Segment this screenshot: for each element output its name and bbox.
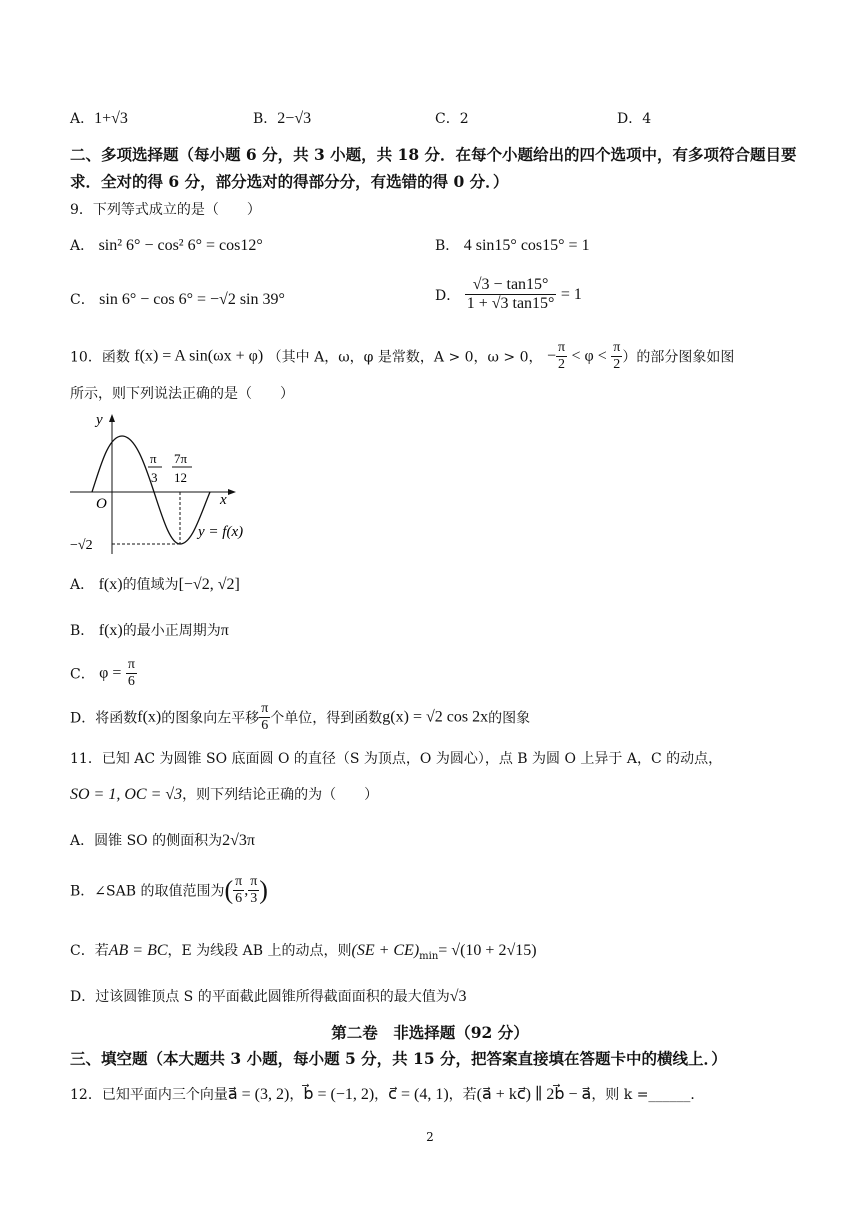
tick1-den: 3 (151, 470, 158, 485)
option-label: B． (253, 111, 278, 127)
condition: (a⃗ + kc⃗) ∥ 2b⃗ − a⃗ (476, 1086, 592, 1103)
y-label: y (96, 412, 103, 428)
option-math: (SE + CE) (351, 942, 420, 959)
fraction (259, 701, 270, 734)
option-math: 4 (642, 111, 652, 127)
option-label: A． (70, 833, 95, 849)
q11-option-b: B．∠SAB 的取值范围为( $\frac{\pi}{6}$ , $\frac{\pi}{3}$ ) (70, 874, 268, 907)
curve-label: y = f(x) (198, 524, 244, 540)
option-pre: f(x) (98, 622, 123, 639)
option-text: ，E 为线段 AB 上的动点，则 (167, 943, 352, 959)
option-math: √3 (449, 988, 467, 1005)
option-label: B． (435, 238, 460, 254)
option-text: ∠SAB 的取值范围为 (94, 883, 225, 900)
tick2-num: 7π (174, 451, 188, 466)
option-text: 的图象向左平移 (161, 710, 260, 727)
option-math: = √(10 + 2√15) (438, 942, 537, 959)
origin-label: O (96, 496, 107, 512)
q8-option-a (70, 108, 128, 128)
q9-option-b (435, 235, 590, 255)
option-math: [−√2, √2] (178, 576, 240, 593)
min-label: −√2 (70, 538, 93, 553)
option-math: 2−√3 (277, 110, 312, 127)
option-pre: f(x) (98, 576, 123, 593)
q8-option-c (435, 108, 469, 128)
option-text: 圆锥 SO 的侧面积为 (94, 833, 223, 849)
option-math: 4 sin15° cos15° = 1 (463, 237, 590, 254)
option-label: B． (70, 883, 95, 900)
option-math: sin 6° − cos 6° = −√2 sin 39° (99, 291, 285, 308)
numerator: π (259, 701, 270, 718)
q10-option-a (70, 574, 240, 594)
x-label: x (220, 492, 227, 508)
option-math: 2 (459, 111, 469, 127)
option-label: D． (70, 989, 96, 1005)
part-2-title: 第二卷 非选择题（92 分） (331, 1023, 529, 1042)
numerator: √3 − tan15° (465, 276, 557, 295)
option-text: 个单位，得到函数 (270, 710, 383, 727)
option-label: C． (70, 666, 95, 683)
answer-blank: ，则 k =______． (591, 1087, 705, 1103)
denominator: 2 (558, 357, 566, 373)
q10-option-d (70, 701, 530, 734)
tick1-num: π (150, 451, 157, 466)
q11-option-a (70, 830, 255, 850)
q11-stem-line2 (70, 784, 378, 804)
option-math: sin² 6° − cos² 6° = cos12° (98, 237, 263, 254)
q11-option-c (70, 940, 537, 962)
vector-b: b⃗ = (−1, 2) (303, 1086, 375, 1103)
q10-stem-line2: 所示，则下列说法正确的是（ ） (70, 386, 294, 402)
minus: − (546, 347, 556, 365)
option-text: 若 (94, 943, 109, 959)
subscript: min (419, 950, 439, 962)
option-label: D． (70, 710, 96, 727)
rhs: = 1 (560, 285, 582, 303)
q12-stem: 12．已知平面内三个向量a⃗ = (3, 2)，b⃗ = (−1, 2)，c⃗ = (4, 1)，若(a⃗ + kc⃗) ∥ 2b⃗ − a⃗，则 k =______． (70, 1086, 705, 1103)
option-label: A． (70, 238, 95, 254)
option-math: g(x) = √2 cos 2x (382, 708, 489, 726)
option-label: C． (435, 111, 460, 127)
stem-math: f(x) = A sin(ωx + φ) (134, 347, 264, 365)
option-math: 2√3π (222, 832, 255, 849)
denominator: 6 (261, 718, 269, 734)
stem-text: （其中 A，ω，φ 是常数，A > 0，ω > 0， (267, 349, 543, 366)
section-3-header: 三、填空题（本大题共 3 小题，每小题 5 分，共 15 分，把答案直接填在答题卡中的横线上．） (70, 1049, 727, 1068)
q9-option-a (70, 235, 263, 255)
q9-option-d (435, 276, 582, 314)
vector-c: c⃗ = (4, 1) (388, 1086, 449, 1103)
numerator: π (248, 874, 259, 891)
q9-option-c (70, 289, 285, 309)
tick2-den: 12 (174, 470, 187, 485)
paren-close: ) (259, 875, 268, 905)
numerator: π (556, 340, 567, 357)
option-text: 的图象 (488, 710, 531, 727)
denominator: 1 + √3 tan15° (466, 295, 555, 313)
q8-option-d (617, 108, 651, 128)
fraction (233, 874, 244, 907)
inequality: < φ < (571, 347, 607, 365)
q10-stem-line1 (70, 340, 734, 373)
option-label: C． (70, 292, 95, 308)
fraction (611, 340, 622, 373)
option-text: 将函数 (95, 710, 138, 727)
denominator: 6 (235, 891, 243, 907)
option-label: A． (70, 577, 95, 593)
stem-text: ，若 (448, 1087, 477, 1103)
stem-text: 10．函数 (70, 349, 130, 366)
option-text: 的值域为 (122, 577, 179, 593)
denominator: 3 (250, 891, 258, 907)
option-label: C． (70, 943, 95, 959)
page-number: 2 (426, 1130, 434, 1144)
section-2-header: 二、多项选择题（每小题 6 分，共 3 小题，共 18 分．在每个小题给出的四个选项中，有多项符合题目要求．全对的得 6 分，部分选对的得部分分，有选错的得 0 分．） (70, 145, 797, 191)
option-pre: f(x) (137, 708, 162, 726)
y-axis-arrow (109, 414, 115, 422)
q8-option-b (253, 108, 311, 128)
option-label: A． (70, 111, 95, 127)
denominator: 6 (127, 674, 135, 690)
stem-text: 12．已知平面内三个向量 (70, 1087, 228, 1103)
x-axis-arrow (228, 489, 236, 495)
numerator: π (126, 657, 137, 674)
option-label: D． (617, 111, 643, 127)
numerator: π (611, 340, 622, 357)
sine-graph (66, 408, 266, 558)
q10-option-c (70, 657, 137, 690)
fraction (248, 874, 259, 907)
option-pre: φ = (99, 664, 122, 682)
option-math: AB = BC (108, 942, 168, 959)
option-label: D． (435, 287, 461, 304)
q11-stem-line1: 11．已知 AC 为圆锥 SO 底面圆 O 的直径（S 为顶点，O 为圆心），点 B 为圆 O 上异于 A，C 的动点， (70, 751, 723, 767)
option-text: 的最小正周期为 (122, 623, 221, 639)
option-label: B． (70, 623, 95, 639)
paren-open: ( (224, 875, 234, 905)
option-math: π (220, 622, 229, 639)
fraction (465, 276, 557, 314)
stem-math: SO = 1, OC = √3 (70, 786, 183, 803)
vector-a: a⃗ = (3, 2) (227, 1086, 290, 1103)
q9-stem: 9．下列等式成立的是（ ） (70, 202, 261, 218)
option-text: 过该圆锥顶点 S 的平面截此圆锥所得截面面积的最大值为 (95, 989, 450, 1005)
q11-option-d (70, 986, 467, 1006)
stem-text: ）的部分图象如图 (622, 349, 735, 366)
q10-option-b (70, 620, 229, 640)
fraction (126, 657, 137, 690)
numerator: π (233, 874, 244, 891)
stem-text: ，则下列结论正确的为（ ） (182, 787, 379, 803)
option-math: 1+√3 (94, 110, 128, 127)
denominator: 2 (613, 357, 621, 373)
fraction (556, 340, 567, 373)
